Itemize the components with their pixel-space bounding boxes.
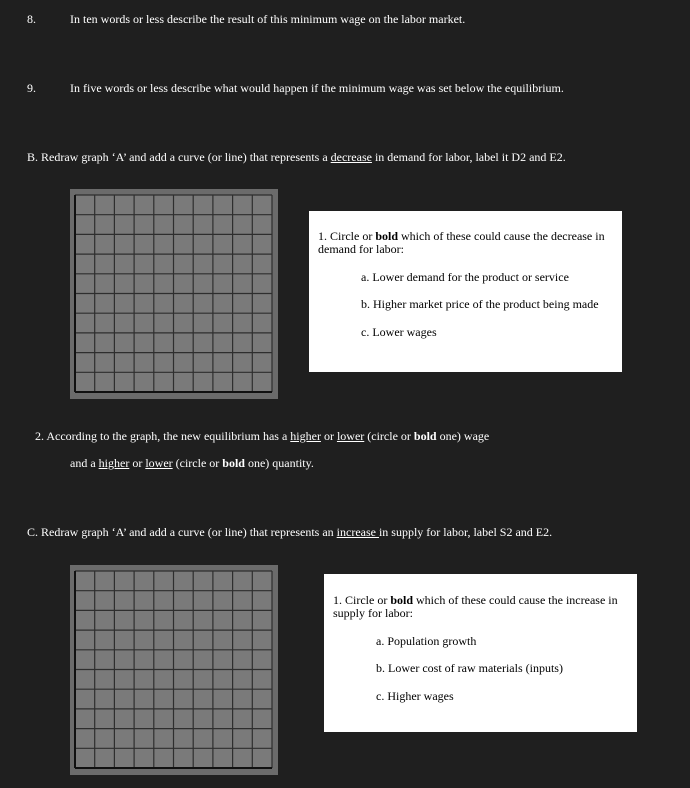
section-b-heading-text-end: in demand for labor, label it D2 and E2. (371, 150, 566, 164)
section-c-heading (27, 525, 552, 540)
section-c-heading-text-end: in supply for labor, label S2 and E2. (378, 525, 553, 539)
section-c-option-c[interactable]: c. Higher wages (376, 689, 454, 703)
section-b-box-intro: 1. Circle or bold which of these could cause the decrease in demand for labor: (318, 229, 605, 256)
section-b-option-a[interactable]: a. Lower demand for the product or service (361, 270, 569, 284)
section-c-heading-underlined: increase (336, 525, 379, 539)
wage-lower-option[interactable]: lower (336, 429, 365, 443)
section-b-heading-text: B. Redraw graph ‘A’ and add a curve (or line) that represents a (27, 150, 331, 164)
question-9-text: In five words or less describe what would happen if the minimum wage was set below the equilibrium. (70, 81, 564, 95)
question-9-number: 9. (27, 81, 36, 95)
section-b-heading-underlined: decrease (330, 150, 372, 164)
quantity-higher-option[interactable]: higher (98, 456, 130, 470)
section-b-option-b[interactable]: b. Higher market price of the product being made (361, 297, 599, 311)
question-8-text: In ten words or less describe the result of this minimum wage on the labor market. (70, 12, 466, 26)
section-b-options-box (309, 211, 622, 372)
section-c-options-box (324, 574, 637, 732)
section-c-heading-text: C. Redraw graph ‘A’ and add a curve (or line) that represents an (27, 525, 337, 539)
section-b-option-c[interactable]: c. Lower wages (361, 325, 437, 339)
graph-grid-b[interactable] (70, 189, 278, 399)
section-b-heading (27, 150, 566, 165)
section-c-option-a[interactable]: a. Population growth (376, 634, 477, 648)
question-8-number: 8. (27, 12, 36, 26)
quantity-lower-option[interactable]: lower (145, 456, 173, 470)
graph-grid-c[interactable] (70, 565, 278, 775)
section-c-box-intro: 1. Circle or bold which of these could cause the increase in supply for labor: (333, 593, 618, 620)
graph-grid-b-svg (70, 189, 278, 399)
graph-grid-c-svg (70, 565, 278, 775)
section-c-option-b[interactable]: b. Lower cost of raw materials (inputs) (376, 661, 563, 675)
section-b-q2-line2: and a higher or lower (circle or bold one) quantity. (70, 456, 314, 470)
wage-higher-option[interactable]: higher (290, 429, 321, 443)
section-b-q2-line1: 2. According to the graph, the new equilibrium has a higher or lower (circle or bold one) wage (35, 429, 490, 443)
